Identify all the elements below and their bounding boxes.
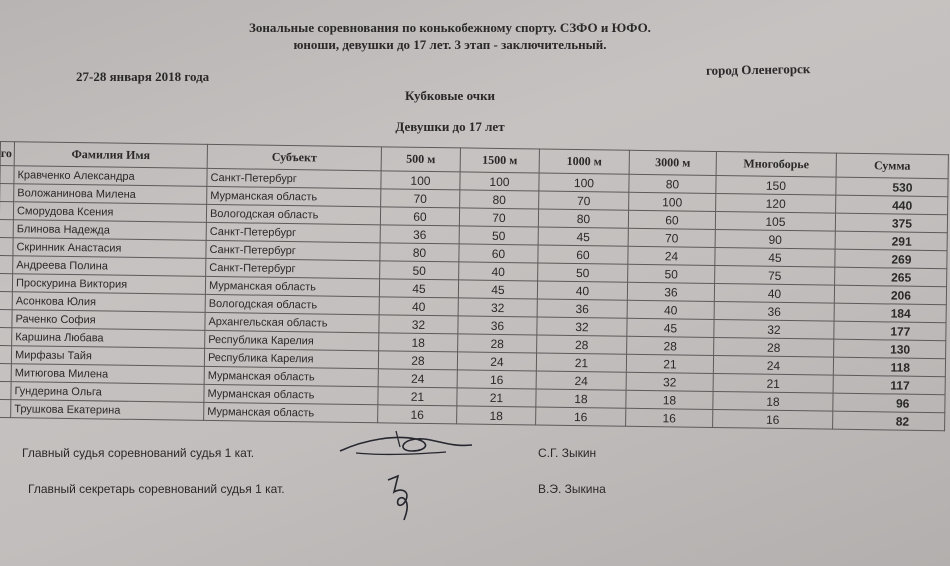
region-cell: Мурманская область — [207, 186, 381, 206]
row-number-cell — [0, 363, 11, 381]
event-city: город Оленегорск — [705, 61, 811, 78]
points-500m-cell: 21 — [378, 387, 457, 406]
points-500m-cell: 60 — [380, 207, 459, 226]
points-500m-cell: 24 — [378, 369, 457, 388]
total-points-cell: 375 — [835, 213, 947, 233]
points-allround-cell: 36 — [714, 301, 834, 321]
athlete-name-cell: Мирфазы Тайя — [11, 346, 204, 367]
points-1500m-cell: 28 — [458, 334, 537, 353]
group-title: Девушки до 17 лет — [395, 119, 505, 134]
region-cell: Республика Карелия — [204, 348, 378, 368]
points-3000m-cell: 80 — [629, 174, 716, 193]
row-number-cell — [0, 202, 14, 220]
points-1500m-cell: 16 — [457, 370, 536, 389]
row-number-cell — [0, 219, 13, 237]
points-1000m-cell: 50 — [538, 263, 628, 282]
results-table — [0, 141, 949, 431]
points-allround-cell: 16 — [713, 409, 833, 429]
region-cell: Санкт-Петербург — [207, 168, 381, 188]
points-allround-cell: 90 — [715, 229, 835, 249]
document-title-line-2: юноши, девушки до 17 лет. 3 этап - заключительный. — [293, 37, 607, 52]
points-500m-cell: 80 — [380, 243, 459, 262]
row-number-cell — [0, 273, 13, 291]
points-500m-cell: 70 — [381, 189, 460, 208]
points-1500m-cell: 32 — [458, 298, 537, 317]
results-table-body — [0, 166, 948, 431]
col-header-allround: Многоборье — [716, 152, 836, 178]
chief-judge-name: С.Г. Зыкин — [538, 446, 597, 460]
total-points-cell: 269 — [835, 249, 947, 269]
points-1500m-cell: 60 — [459, 244, 538, 263]
points-3000m-cell: 28 — [627, 336, 714, 355]
points-allround-cell: 45 — [715, 247, 835, 267]
region-cell: Мурманская область — [205, 276, 379, 296]
points-3000m-cell: 45 — [627, 318, 714, 337]
points-1500m-cell: 21 — [457, 388, 536, 407]
points-allround-cell: 105 — [715, 211, 835, 231]
col-header-1000m: 1000 м — [539, 149, 629, 174]
total-points-cell: 206 — [834, 285, 946, 305]
points-3000m-cell: 36 — [627, 282, 714, 301]
total-points-cell: 130 — [834, 339, 946, 359]
chief-judge-signature — [336, 425, 476, 463]
points-1500m-cell: 45 — [458, 280, 537, 299]
athlete-name-cell: Андреева Полина — [13, 256, 206, 277]
total-points-cell: 82 — [833, 411, 945, 431]
points-500m-cell: 100 — [381, 171, 460, 190]
points-1000m-cell: 21 — [536, 353, 626, 372]
region-cell: Республика Карелия — [205, 330, 379, 350]
row-number-cell — [0, 309, 12, 327]
athlete-name-cell: Кравченко Александра — [14, 166, 207, 187]
col-header-number: го — [0, 142, 14, 166]
athlete-name-cell: Митюгова Милена — [11, 364, 204, 385]
athlete-name-cell: Проскурина Виктория — [12, 274, 205, 295]
points-3000m-cell: 70 — [628, 228, 715, 247]
athlete-name-cell: Асонкова Юлия — [12, 292, 205, 313]
points-500m-cell: 16 — [378, 405, 457, 424]
points-allround-cell: 150 — [716, 176, 836, 196]
row-number-cell — [0, 291, 12, 309]
total-points-cell: 440 — [836, 195, 948, 215]
section-subtitle: Кубковые очки — [404, 88, 496, 103]
points-allround-cell: 28 — [714, 337, 834, 357]
total-points-cell: 177 — [834, 321, 946, 341]
total-points-cell: 265 — [835, 267, 947, 287]
total-points-cell: 291 — [835, 231, 947, 251]
points-3000m-cell: 50 — [628, 264, 715, 283]
points-1500m-cell: 36 — [458, 316, 537, 335]
points-1000m-cell: 24 — [536, 371, 626, 390]
region-cell: Мурманская область — [204, 402, 378, 422]
total-points-cell: 184 — [834, 303, 946, 323]
points-1000m-cell: 70 — [539, 191, 629, 210]
points-500m-cell: 50 — [380, 261, 459, 280]
region-cell: Мурманская область — [204, 384, 378, 404]
athlete-name-cell: Трушкова Екатерина — [11, 400, 204, 421]
total-points-cell: 118 — [833, 357, 945, 377]
athlete-name-cell: Сморудова Ксения — [13, 202, 206, 223]
points-1500m-cell: 24 — [457, 352, 536, 371]
document-title-line-1: Зональные соревнования по конькобежному спорту. СЗФО и ЮФО. — [249, 20, 651, 35]
points-allround-cell: 24 — [713, 355, 833, 375]
points-500m-cell: 32 — [379, 315, 458, 334]
points-3000m-cell: 32 — [626, 372, 713, 391]
results-table-wrapper — [0, 141, 948, 431]
row-number-cell — [0, 327, 12, 345]
region-cell: Санкт-Петербург — [206, 258, 380, 278]
region-cell: Вологодская область — [205, 294, 379, 314]
points-allround-cell: 40 — [714, 283, 834, 303]
athlete-name-cell: Блинова Надежда — [13, 220, 206, 241]
points-1000m-cell: 28 — [537, 335, 627, 354]
chief-secretary-signature — [384, 470, 420, 522]
points-500m-cell: 40 — [379, 297, 458, 316]
points-1000m-cell: 16 — [536, 407, 626, 426]
athlete-name-cell: Каршина Любава — [12, 328, 205, 349]
total-points-cell: 117 — [833, 375, 945, 395]
points-allround-cell: 21 — [713, 373, 833, 393]
chief-secretary-title: Главный секретарь соревнований судья 1 кат. — [28, 482, 285, 496]
points-1500m-cell: 70 — [459, 208, 538, 227]
row-number-cell — [0, 166, 14, 184]
points-3000m-cell: 21 — [626, 354, 713, 373]
event-date: 27-28 января 2018 года — [76, 69, 210, 84]
region-cell: Санкт-Петербург — [206, 240, 380, 260]
points-3000m-cell: 100 — [629, 192, 716, 211]
region-cell: Санкт-Петербург — [206, 222, 380, 242]
total-points-cell: 530 — [836, 177, 948, 197]
points-allround-cell: 75 — [715, 265, 835, 285]
region-cell: Вологодская область — [206, 204, 380, 224]
points-1500m-cell: 80 — [460, 190, 539, 209]
points-1000m-cell: 18 — [536, 389, 626, 408]
points-1500m-cell: 40 — [459, 262, 538, 281]
region-cell: Архангельская область — [205, 312, 379, 332]
chief-secretary-name: В.Э. Зыкина — [538, 482, 606, 496]
total-points-cell: 96 — [833, 393, 945, 413]
points-1000m-cell: 100 — [539, 173, 629, 192]
points-1500m-cell: 18 — [457, 406, 536, 425]
col-header-name: Фамилия Имя — [14, 142, 207, 169]
points-1000m-cell: 45 — [538, 227, 628, 246]
athlete-name-cell: Гундерина Ольга — [11, 382, 204, 403]
points-3000m-cell: 40 — [627, 300, 714, 319]
athlete-name-cell: Раченко София — [12, 310, 205, 331]
col-header-500m: 500 м — [381, 147, 460, 172]
points-1500m-cell: 100 — [460, 172, 539, 191]
region-cell: Мурманская область — [204, 366, 378, 386]
points-allround-cell: 32 — [714, 319, 834, 339]
col-header-3000m: 3000 м — [629, 150, 716, 175]
points-3000m-cell: 60 — [628, 210, 715, 229]
row-number-cell — [0, 237, 13, 255]
points-1000m-cell: 40 — [537, 281, 627, 300]
points-allround-cell: 18 — [713, 391, 833, 411]
points-1000m-cell: 80 — [538, 209, 628, 228]
points-1000m-cell: 32 — [537, 317, 627, 336]
col-header-region: Субъект — [207, 144, 381, 170]
row-number-cell — [0, 345, 12, 363]
row-number-cell — [0, 399, 11, 417]
points-3000m-cell: 24 — [628, 246, 715, 265]
points-3000m-cell: 18 — [626, 390, 713, 409]
points-500m-cell: 18 — [379, 333, 458, 352]
points-allround-cell: 120 — [716, 193, 836, 213]
row-number-cell — [0, 184, 14, 202]
points-500m-cell: 28 — [378, 351, 457, 370]
points-500m-cell: 45 — [379, 279, 458, 298]
athlete-name-cell: Скринник Анастасия — [13, 238, 206, 259]
points-1000m-cell: 36 — [537, 299, 627, 318]
row-number-cell — [0, 381, 11, 399]
chief-judge-title: Главный судья соревнований судья 1 кат. — [22, 446, 255, 460]
points-1500m-cell: 50 — [459, 226, 538, 245]
points-3000m-cell: 16 — [626, 408, 713, 427]
row-number-cell — [0, 255, 13, 273]
points-500m-cell: 36 — [380, 225, 459, 244]
athlete-name-cell: Воложанинова Милена — [14, 184, 207, 205]
col-header-1500m: 1500 м — [460, 148, 539, 173]
col-header-total: Сумма — [836, 153, 948, 179]
points-1000m-cell: 60 — [538, 245, 628, 264]
